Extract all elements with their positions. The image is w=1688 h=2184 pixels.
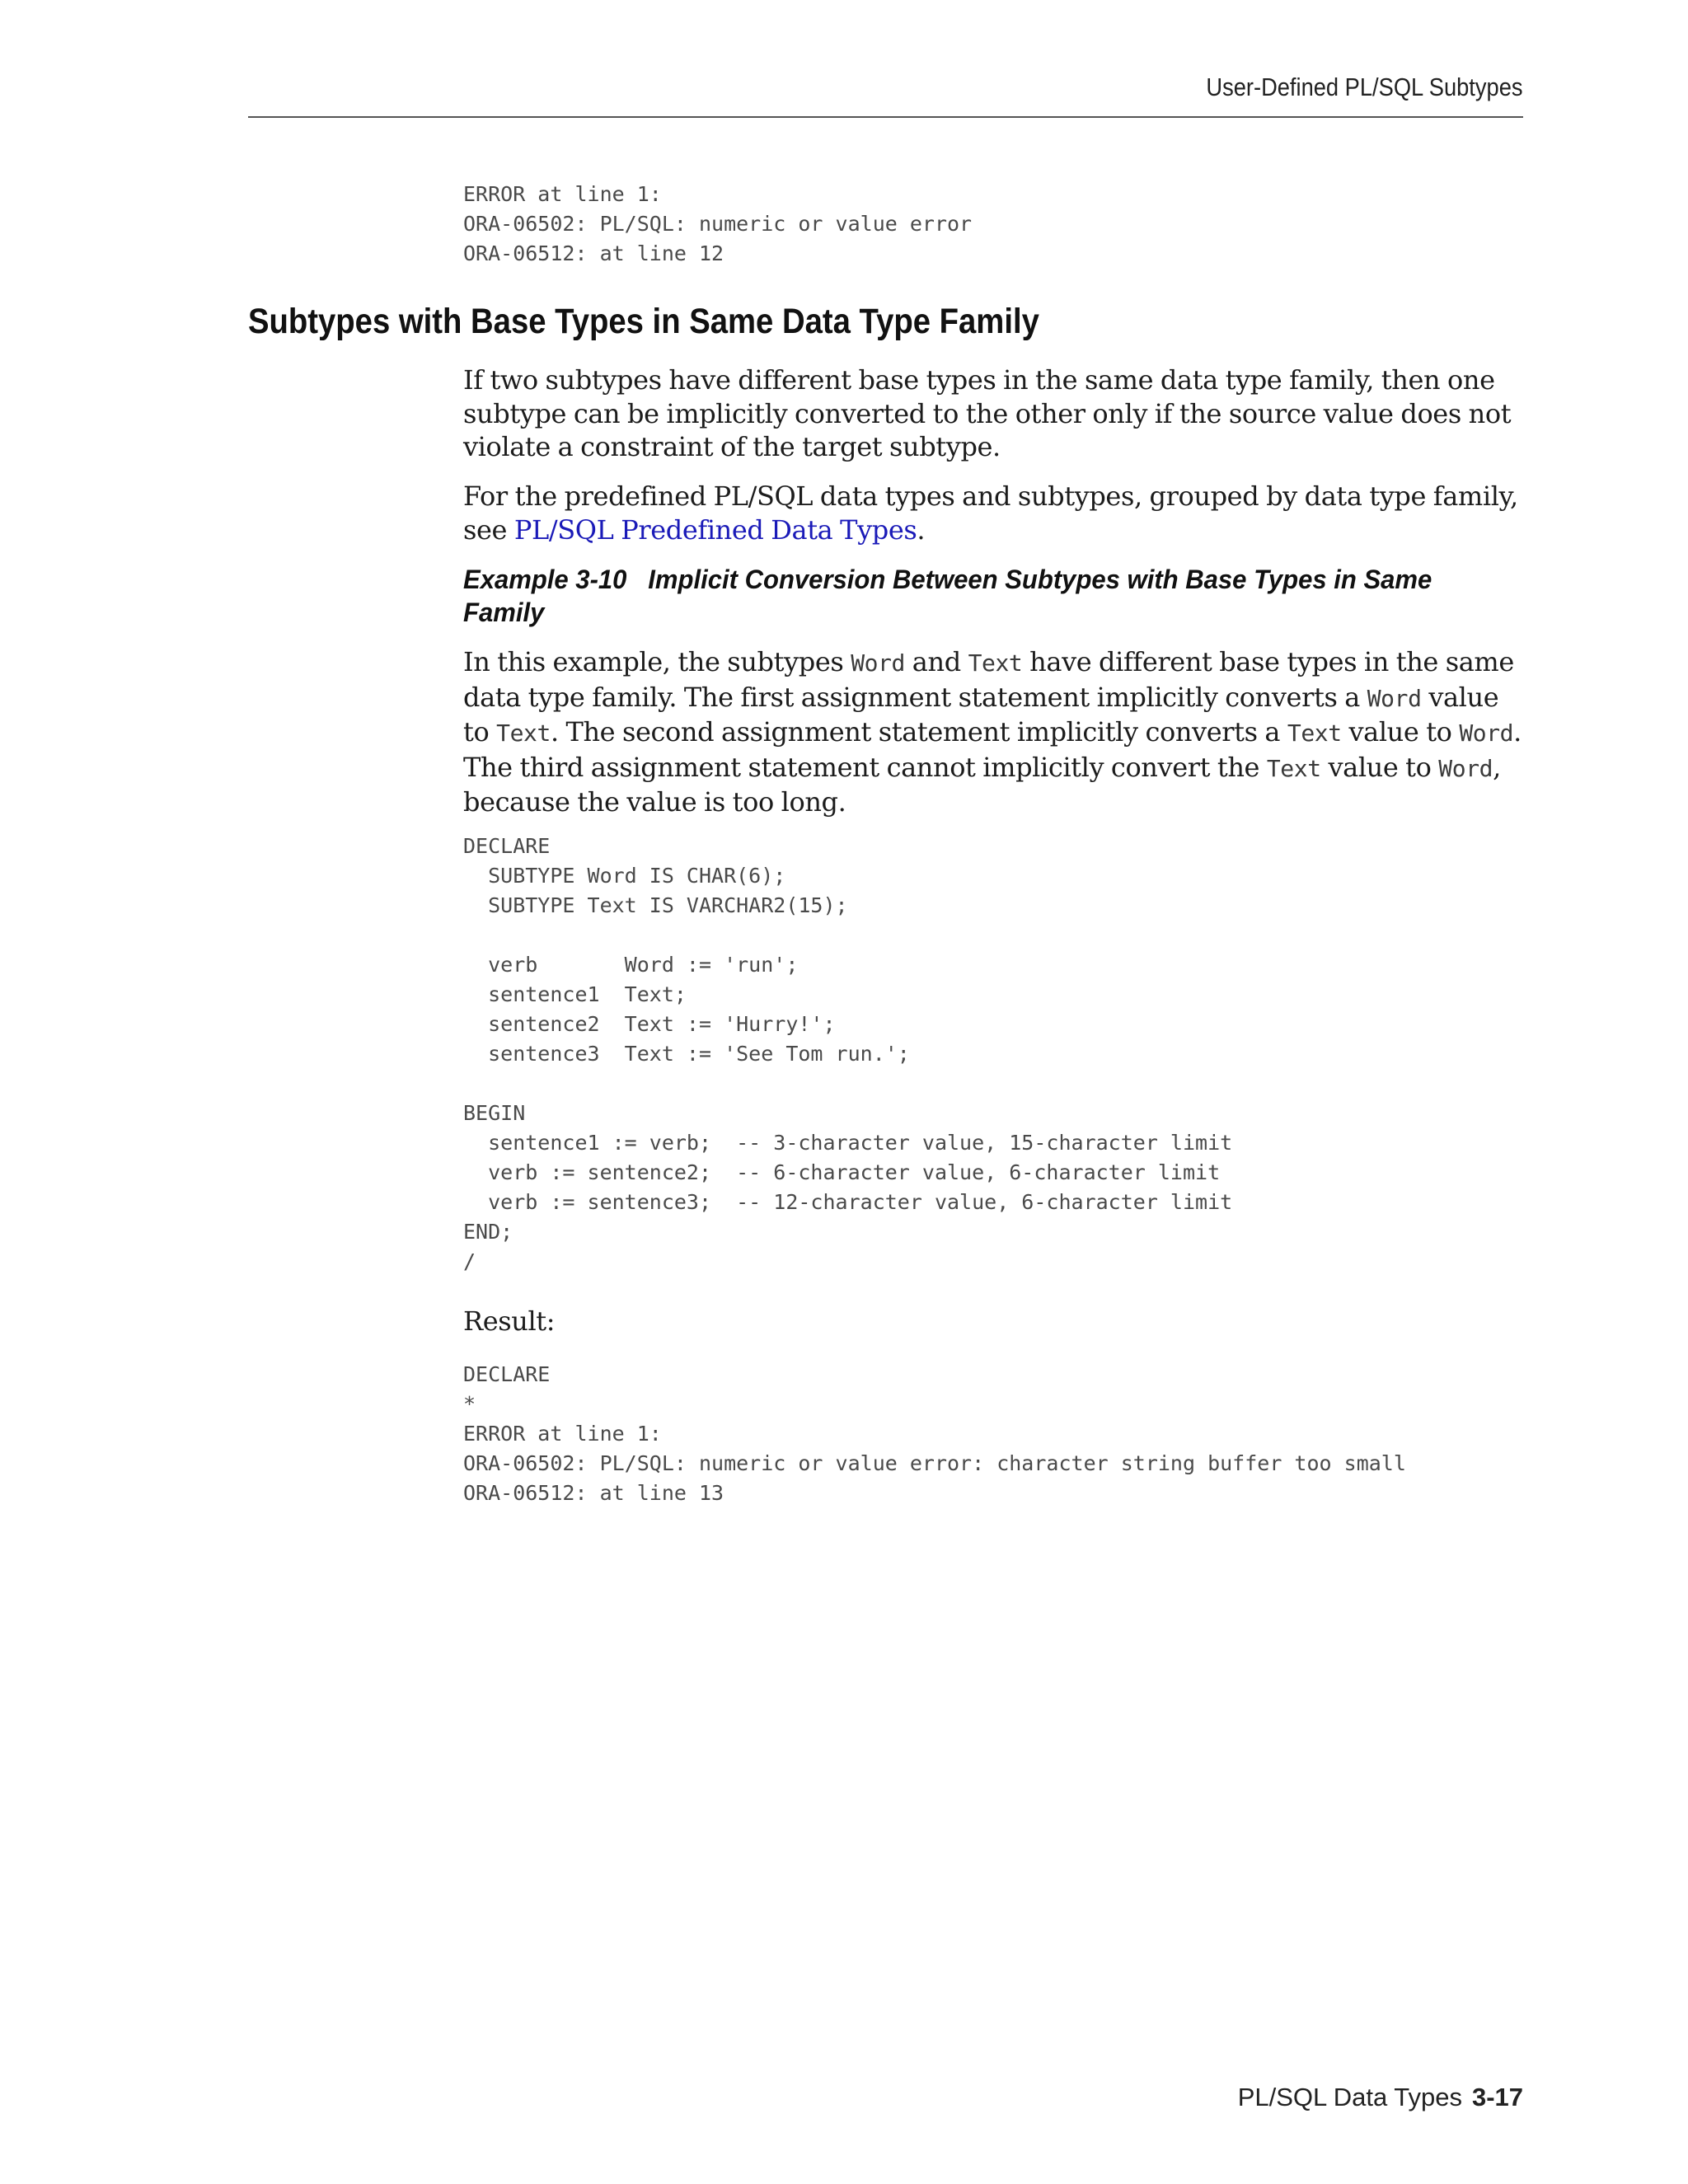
- inline-code: Word: [1367, 684, 1422, 712]
- page-footer: [1238, 2083, 1523, 2112]
- inline-code: Text: [496, 719, 551, 747]
- inline-code: Text: [1266, 754, 1321, 782]
- page-number: 3-17: [1471, 2083, 1523, 2111]
- paragraph: Result:: [463, 1305, 556, 1337]
- text: . The third assignment statement cannot implicitly convert the: [463, 716, 1522, 783]
- section-heading: Subtypes with Base Types in Same Data Type Family: [248, 302, 1039, 341]
- text: value to: [463, 681, 1499, 748]
- paragraph: If two subtypes have different base types in the same data type family, then one subtype can be implicitly converted to the other only if the source value does not violate a constraint of the target subtype.: [463, 364, 1512, 462]
- example-description: [463, 645, 1526, 819]
- section-intro: [463, 363, 1526, 464]
- code-block: DECLARE SUBTYPE Word IS CHAR(6); SUBTYPE Text IS VARCHAR2(15); verb Word := 'run'; sentence1 Text; sentence2 Text := 'Hurry!'; sentence3 Text := 'See Tom run.'; BEGIN sentence1 := verb; -- 3-character value, 15-character limit verb := sentence2; -- 6-character value, 6-character limit verb := sentence3; -- 12-character value, 6-character limit END; /: [463, 834, 1233, 1273]
- example-code: [463, 832, 1526, 1277]
- error-output-top: [463, 180, 1526, 269]
- paragraph: [463, 645, 1526, 819]
- text: , because the value is too long.: [463, 751, 1501, 818]
- header-divider: [248, 116, 1523, 118]
- inline-code: Text: [968, 649, 1023, 677]
- text: have different base types in the same data type family. The first assignment statement implicitly converts a: [463, 646, 1514, 713]
- example-caption: [463, 563, 1526, 629]
- paragraph: [463, 480, 1526, 546]
- inline-code: Word: [1438, 754, 1493, 782]
- code-block: ERROR at line 1: ORA-06502: PL/SQL: numeric or value error ORA-06512: at line 12: [463, 182, 973, 265]
- result-output: [463, 1360, 1526, 1508]
- text: .: [917, 513, 926, 546]
- text: and: [905, 646, 968, 677]
- example-title: Implicit Conversion Between Subtypes with Base Types in Same Family: [463, 565, 1432, 627]
- result-label: [463, 1305, 1526, 1338]
- section-reference: [463, 480, 1526, 546]
- text: value to: [1320, 751, 1439, 783]
- inline-code: Word: [1459, 719, 1514, 747]
- example-label: Example 3-10: [463, 565, 627, 594]
- text: . The second assignment statement implicitly converts a: [550, 716, 1287, 748]
- footer-chapter: PL/SQL Data Types: [1237, 2083, 1462, 2111]
- predefined-data-types-link[interactable]: PL/SQL Predefined Data Types: [513, 513, 917, 546]
- text: For the predefined PL/SQL data types and subtypes, grouped by data type family, see: [463, 480, 1518, 546]
- inline-code: Word: [851, 649, 906, 677]
- code-block: DECLARE * ERROR at line 1: ORA-06502: PL/SQL: numeric or value error: character string buffer too small ORA-06512: at line 13: [463, 1362, 1406, 1505]
- text: value to: [1341, 716, 1460, 748]
- inline-code: Text: [1287, 719, 1342, 747]
- text: In this example, the subtypes: [463, 646, 851, 677]
- running-header: User-Defined PL/SQL Subtypes: [1206, 73, 1523, 101]
